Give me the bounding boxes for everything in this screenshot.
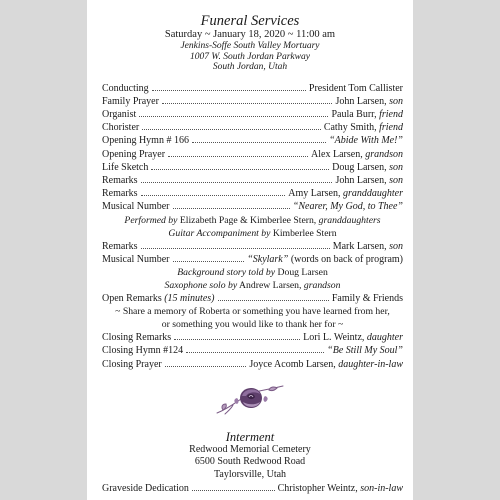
program-value: “Skylark” (words on back of program) xyxy=(247,253,403,265)
leader-dots xyxy=(173,201,290,209)
leader-dots xyxy=(186,345,324,353)
program-value: Cathy Smith, friend xyxy=(323,122,403,134)
program-value: Joyce Acomb Larsen, daughter-in-law xyxy=(249,358,403,370)
interment-title: Interment xyxy=(225,429,275,444)
program-label: Family Prayer xyxy=(102,95,159,107)
program-value: Family & Friends xyxy=(331,292,403,304)
memory-note: ~ Share a memory of Roberta or something you have learned from her, xyxy=(115,306,390,318)
memory-note: or something you would like to thank her for ~ xyxy=(161,319,344,331)
leader-dots xyxy=(168,149,308,157)
program-value: Paula Burr, friend xyxy=(331,108,403,120)
leader-dots xyxy=(192,135,326,143)
program-value: Lori L. Weintz, daughter xyxy=(303,332,403,344)
program-label: Musical Number xyxy=(102,253,170,265)
program-label: Conducting xyxy=(102,82,149,94)
header xyxy=(87,13,413,73)
leader-dots xyxy=(142,122,321,130)
program-value: “Abide With Me!” xyxy=(329,135,403,147)
program-row xyxy=(102,358,403,371)
program-value: Amy Larsen, granddaughter xyxy=(288,188,403,200)
leader-dots xyxy=(162,96,333,104)
service-date: Saturday ~ January 18, 2020 ~ 11:00 am xyxy=(164,29,336,40)
program-row xyxy=(102,331,403,344)
leader-dots xyxy=(152,83,306,91)
program-value: “Nearer, My God, to Thee” xyxy=(292,201,403,213)
leader-dots xyxy=(218,293,329,301)
program-row xyxy=(102,95,403,108)
program-value: President Tom Callister xyxy=(308,82,403,94)
program-row xyxy=(102,187,403,200)
venue-city: South Jordan, Utah xyxy=(212,62,288,72)
leader-dots xyxy=(165,359,247,367)
accompaniment-note: Guitar Accompaniment by Kimberlee Stern xyxy=(168,227,337,239)
program-row xyxy=(102,148,403,161)
program-label: Remarks xyxy=(102,188,138,200)
program-row xyxy=(102,108,403,121)
cemetery-city: Taylorsville, Utah xyxy=(213,468,287,480)
program-label: Remarks xyxy=(102,174,138,186)
program-row xyxy=(102,240,403,253)
program-row xyxy=(102,200,403,213)
program-label: Organist xyxy=(102,108,137,120)
program-label: Closing Prayer xyxy=(102,358,162,370)
program-value: Alex Larsen, grandson xyxy=(311,148,403,160)
program-label: Open Remarks (15 minutes) xyxy=(102,292,215,304)
background-story-note: Background story told by Doug Larsen xyxy=(177,266,328,278)
rose-icon xyxy=(213,383,287,417)
program-label: Chorister xyxy=(102,122,140,134)
program-value: John Larsen, son xyxy=(335,95,403,107)
saxophone-note: Saxophone solo by Andrew Larsen, grandson xyxy=(164,279,341,291)
program-label: Graveside Dedication xyxy=(102,483,189,495)
leader-dots xyxy=(141,188,286,196)
program-row xyxy=(102,253,403,266)
program-row xyxy=(102,292,403,305)
leader-dots xyxy=(174,332,300,340)
program-label: Opening Prayer xyxy=(102,148,166,160)
leader-dots xyxy=(192,483,275,491)
program-row xyxy=(102,82,403,95)
program-row xyxy=(102,344,403,357)
program-value: John Larsen, son xyxy=(335,174,403,186)
program-label: Opening Hymn # 166 xyxy=(102,135,189,147)
program-label: Life Sketch xyxy=(102,161,149,173)
program-label: Remarks xyxy=(102,240,138,252)
leader-dots xyxy=(151,162,329,170)
graveside-section xyxy=(87,482,413,495)
venue-name: Jenkins-Soffe South Valley Mortuary xyxy=(180,41,320,51)
program-value: Mark Larsen, son xyxy=(332,240,403,252)
leader-dots xyxy=(173,254,245,262)
page-title: Funeral Services xyxy=(200,13,300,29)
leader-dots xyxy=(141,175,333,183)
performer-note: Performed by Elizabeth Page & Kimberlee Stern, granddaughters xyxy=(124,214,381,226)
program-value: Christopher Weintz, son-in-law xyxy=(277,483,403,495)
program-label: Closing Remarks xyxy=(102,332,172,344)
program-label: Closing Hymn #124 xyxy=(102,345,184,357)
program-list xyxy=(87,82,413,371)
venue-address: 1007 W. South Jordan Parkway xyxy=(190,51,310,62)
cemetery-address: 6500 South Redwood Road xyxy=(194,456,306,468)
program-row xyxy=(102,121,403,134)
program-row xyxy=(102,161,403,174)
cemetery-name: Redwood Memorial Cemetery xyxy=(189,443,311,455)
program-page xyxy=(87,0,413,500)
program-row xyxy=(102,482,403,495)
program-value: “Be Still My Soul” xyxy=(327,345,403,357)
program-value: Doug Larsen, son xyxy=(332,161,403,173)
interment-section xyxy=(87,431,413,482)
leader-dots xyxy=(139,109,328,117)
leader-dots xyxy=(141,241,330,249)
program-row xyxy=(102,174,403,187)
program-label: Musical Number xyxy=(102,201,170,213)
program-row xyxy=(102,134,403,147)
